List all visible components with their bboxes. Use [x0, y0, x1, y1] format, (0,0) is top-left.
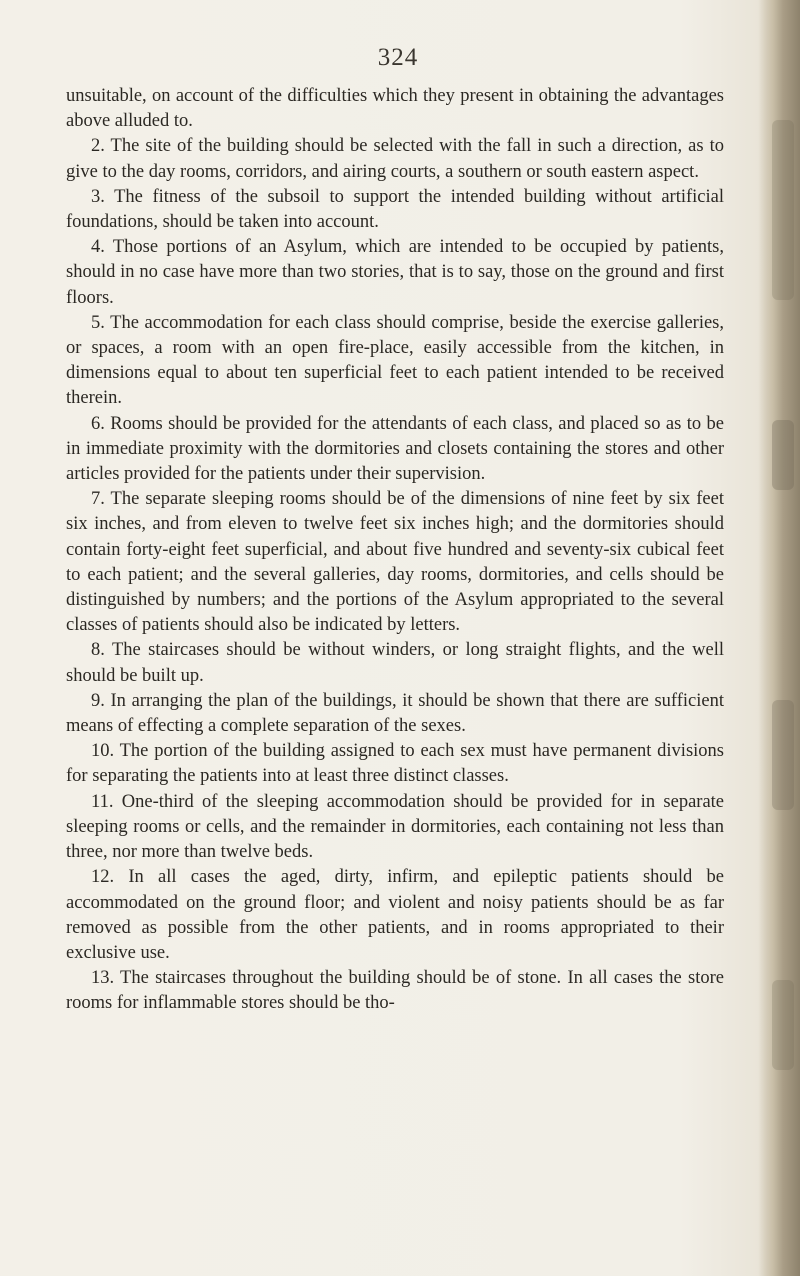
paragraph-8: 8. The staircases should be without winders, or long straight flights, and the well should be built up. [66, 640, 724, 686]
paragraph-5: 5. The accommodation for each class should comprise, beside the exercise galleries, or spaces, a room with an open fire-place, easily accessible from the kitchen, in dimensions equal to about ten superficial feet to each patient intended to be received therein. [66, 312, 724, 409]
paragraph-6: 6. Rooms should be provided for the attendants of each class, and placed so as to be in immediate proximity with the dormitories and closets containing the stores and other articles provided for the patients under their supervision. [66, 413, 724, 485]
paragraph-4: 4. Those portions of an Asylum, which are intended to be occupied by patients, should in no case have more than two stories, that is to say, those on the ground and first floors. [66, 237, 724, 308]
page-binding-edge [758, 0, 800, 1276]
binding-shadow [772, 420, 794, 490]
paragraph-9: 9. In arranging the plan of the buildings, it should be shown that there are sufficient means of effecting a complete separation of the sexes. [66, 690, 724, 737]
paragraph-10: 10. The portion of the building assigned to each sex must have permanent divisions for separating the patients into at least three distinct classes. [66, 741, 724, 787]
paragraph-7: 7. The separate sleeping rooms should be of the dimensions of nine feet by six feet six inches, and from eleven to twelve feet six inches high; and the dormitories should contain forty-eight feet superficial, and about five hundred and seventy-six cubical feet to each patient; and the several galleries, day rooms, dormitories, and cells should be distinguished by numbers; and the portions of the Asylum appropriated to the several classes of patients should also be indicated by letters. [66, 489, 724, 636]
paragraph-continuation: unsuitable, on account of the difficulties which they present in obtaining the advantages above alluded to. [66, 86, 724, 132]
paragraph-13: 13. The staircases throughout the building should be of stone. In all cases the store rooms for inflammable stores should be tho- [66, 968, 724, 1014]
binding-shadow [772, 980, 794, 1070]
body-text [66, 84, 724, 1017]
binding-shadow [772, 120, 794, 300]
paragraph-11: 11. One-third of the sleeping accommodation should be provided for in separate sleeping rooms or cells, and the remainder in dormitories, each containing not less than three, nor more than twelve beds. [66, 791, 724, 863]
page-number: 324 [377, 44, 419, 71]
paragraph-12: 12. In all cases the aged, dirty, infirm, and epileptic patients should be accommodated on the ground floor; and violent and noisy patients should be as far removed as possible from the other patients, and in rooms appropriated to their exclusive use. [66, 867, 724, 963]
paragraph-3: 3. The fitness of the subsoil to support the intended building without artificial foundations, should be taken into account. [66, 186, 724, 233]
binding-shadow [772, 700, 794, 810]
paragraph-2: 2. The site of the building should be selected with the fall in such a direction, as to give to the day rooms, corridors, and airing courts, a southern or south eastern aspect. [66, 136, 724, 182]
